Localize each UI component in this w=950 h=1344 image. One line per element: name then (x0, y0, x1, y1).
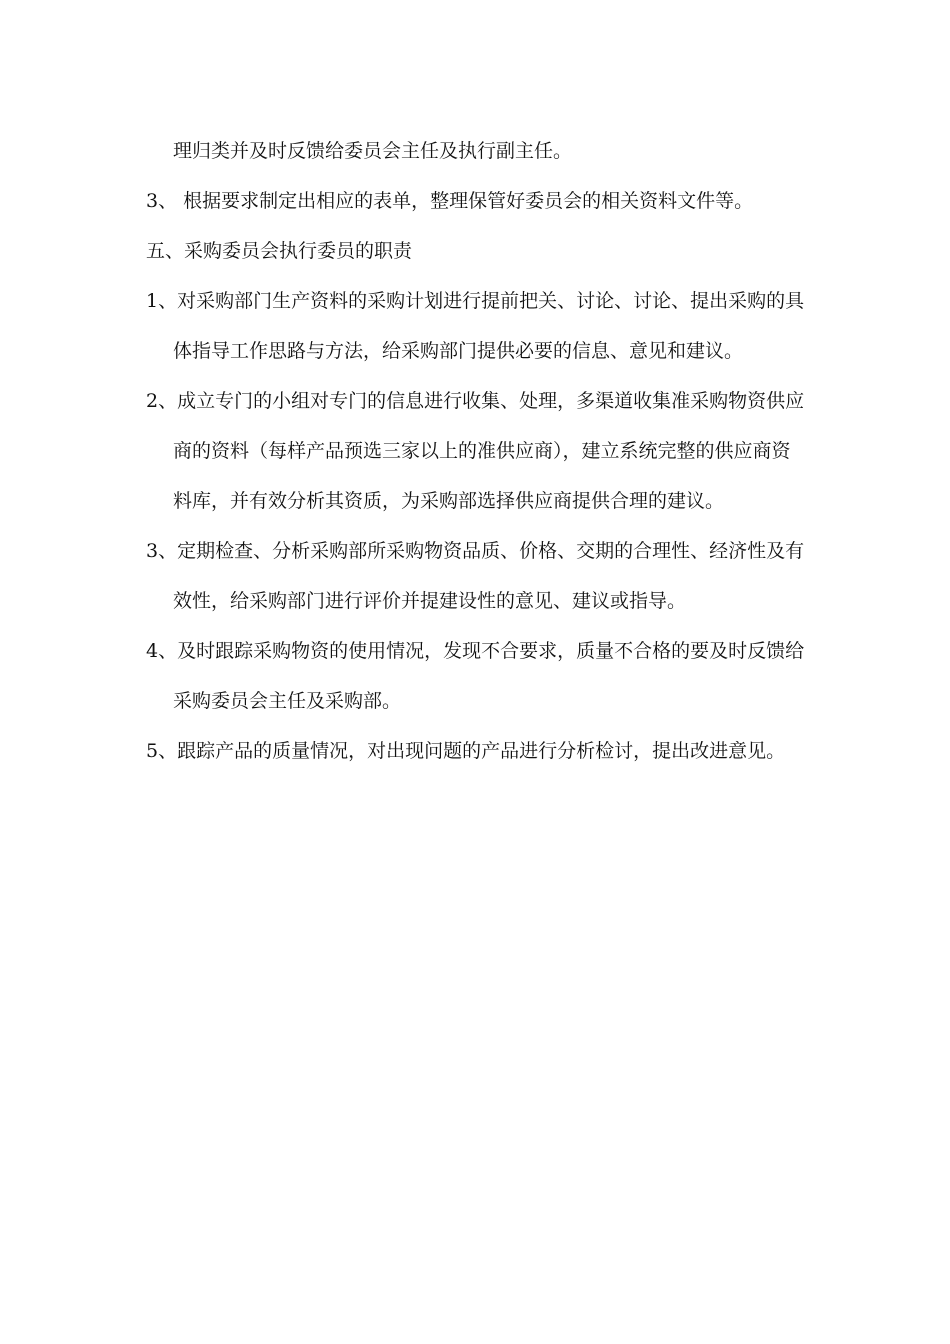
duty-item-4 (146, 633, 816, 733)
document-body (146, 133, 816, 783)
duty-item-3 (146, 533, 816, 633)
text-line: 1、对采购部门生产资料的采购计划进行提前把关、讨论、讨论、提出采购的具 (146, 290, 805, 312)
text-line: 体指导工作思路与方法，给采购部门提供必要的信息、意见和建议。 (173, 340, 744, 362)
duty-item-2 (146, 383, 816, 533)
section-heading (146, 233, 816, 283)
text-line: 4、及时跟踪采购物资的使用情况，发现不合要求，质量不合格的要及时反馈给 (146, 640, 805, 662)
text-line: 3、定期检查、分析采购部所采购物资品质、价格、交期的合理性、经济性及有 (146, 540, 805, 562)
text-line: 效性，给采购部门进行评价并提建设性的意见、建议或指导。 (173, 590, 687, 612)
text-line: 理归类并及时反馈给委员会主任及执行副主任。 (173, 140, 573, 162)
text-line: 5、跟踪产品的质量情况，对出现问题的产品进行分析检讨，提出改进意见。 (146, 740, 786, 762)
duty-item-1 (146, 283, 816, 383)
section-heading-text: 五、采购委员会执行委员的职责 (146, 240, 413, 262)
text-line: 2、成立专门的小组对专门的信息进行收集、处理，多渠道收集准采购物资供应 (146, 390, 805, 412)
text-line: 采购委员会主任及采购部。 (173, 690, 402, 712)
text-line: 3、 根据要求制定出相应的表单，整理保管好委员会的相关资料文件等。 (146, 190, 754, 212)
text-line: 料库，并有效分析其资质，为采购部选择供应商提供合理的建议。 (173, 490, 725, 512)
continuation-paragraph (146, 133, 816, 183)
duty-item-5 (146, 733, 816, 783)
text-line: 商的资料（每样产品预选三家以上的准供应商），建立系统完整的供应商资 (173, 440, 791, 462)
list-item-3 (146, 183, 816, 233)
